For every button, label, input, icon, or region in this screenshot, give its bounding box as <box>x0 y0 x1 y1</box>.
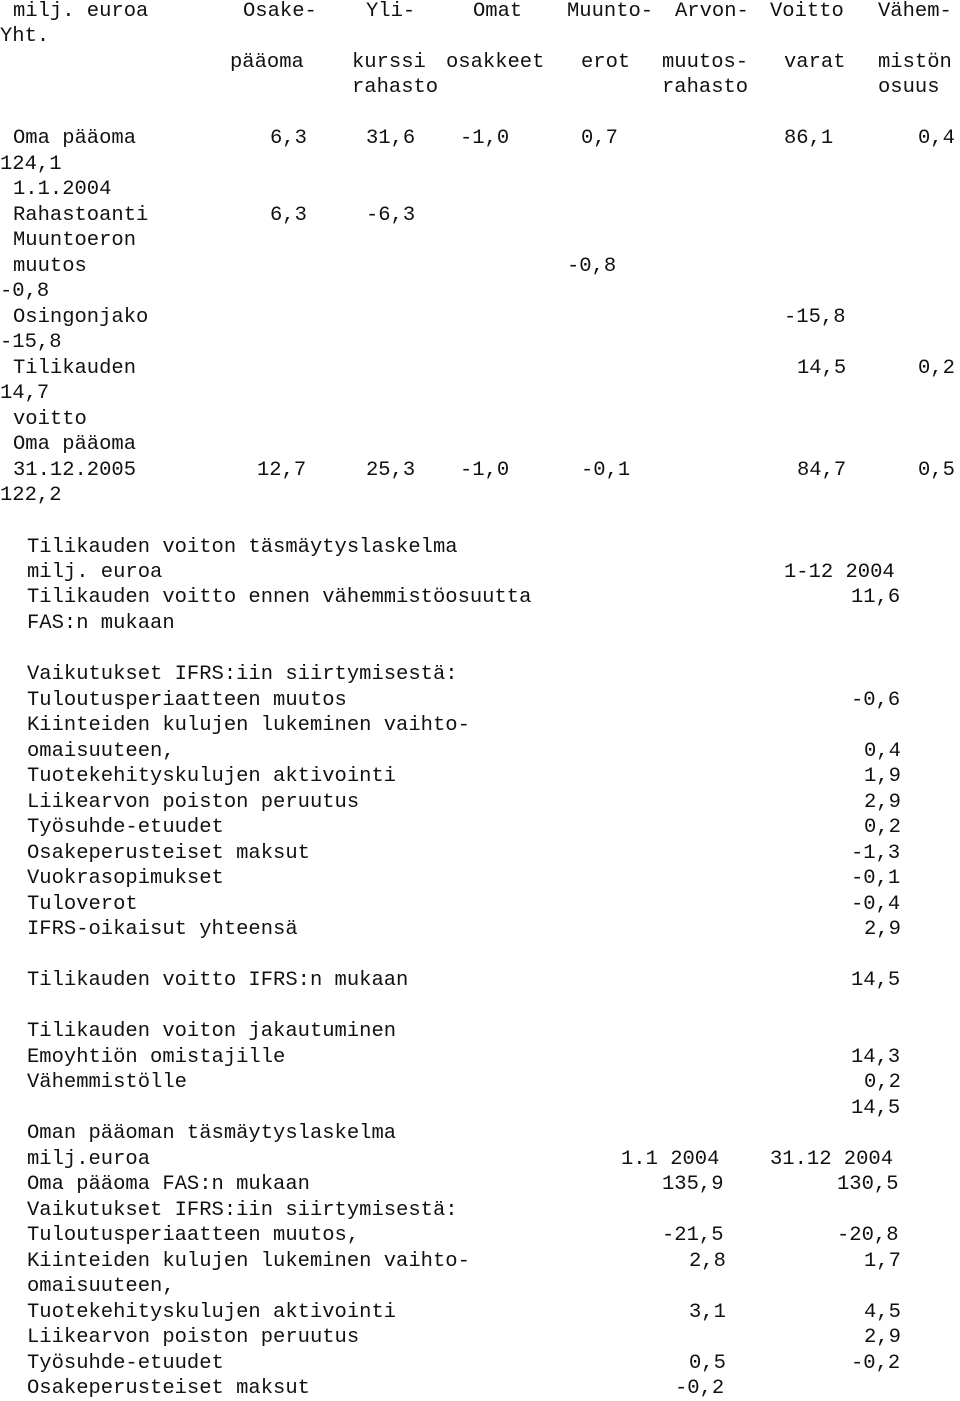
col-translation-header-1: Muunto- <box>567 0 654 23</box>
row-closing-premium: 25,3 <box>366 459 416 482</box>
profit-fas-value: 11,6 <box>851 586 901 609</box>
equity-effects-heading: Vaikutukset IFRS:iin siirtymisestä: <box>27 1199 458 1222</box>
row-closing-total: 122,2 <box>0 484 62 507</box>
row-opening-retained: 86,1 <box>784 127 834 150</box>
distribution-label: Vähemmistölle <box>27 1071 187 1094</box>
row-opening-own-shares: -1,0 <box>460 127 510 150</box>
equity-item-a: -21,5 <box>662 1224 724 1247</box>
equity-item-a: 2,8 <box>689 1250 726 1273</box>
equity-item-a: 0,5 <box>689 1352 726 1375</box>
total-column-header: Yht. <box>0 25 50 48</box>
profit-effects-heading: Vaikutukset IFRS:iin siirtymisestä: <box>27 663 458 686</box>
profit-item-label: Työsuhde-etuudet <box>27 816 224 839</box>
ifrs-profit-label: Tilikauden voitto IFRS:n mukaan <box>27 969 409 992</box>
col-minority-header-3: osuus <box>878 76 940 99</box>
equity-item-a: 3,1 <box>689 1301 726 1324</box>
row-dividend-total: -15,8 <box>0 331 62 354</box>
row-profit-label-2: voitto <box>13 408 87 431</box>
profit-item-label: Tuloverot <box>27 893 138 916</box>
col-share-capital-header-2: pääoma <box>230 51 304 74</box>
equity-item-a: -0,2 <box>675 1377 725 1400</box>
profit-item-value: 2,9 <box>864 791 901 814</box>
equity-unit-label: milj. euroa <box>13 0 149 23</box>
row-bonus-issue-label: Rahastoanti <box>13 204 149 227</box>
row-closing-own-shares: -1,0 <box>460 459 510 482</box>
row-bonus-issue-share-capital: 6,3 <box>270 204 307 227</box>
distribution-value: 14,3 <box>851 1046 901 1069</box>
equity-item-label: Osakeperusteiset maksut <box>27 1377 310 1400</box>
col-minority-header-2: mistön <box>878 51 952 74</box>
profit-fas-label-1: Tilikauden voitto ennen vähemmistöosuutta <box>27 586 532 609</box>
row-translation-translation: -0,8 <box>567 255 617 278</box>
row-closing-label-1: Oma pääoma <box>13 433 137 456</box>
row-closing-minority: 0,5 <box>918 459 955 482</box>
profit-adjustments-total-value: 2,9 <box>864 918 901 941</box>
equity-reconciliation-col-a: 1.1 2004 <box>621 1148 720 1171</box>
equity-fas-a: 135,9 <box>662 1173 724 1196</box>
profit-item-label: Tuotekehityskulujen aktivointi <box>27 765 397 788</box>
equity-item-label: Kiinteiden kulujen lukeminen vaihto- <box>27 1250 470 1273</box>
row-closing-translation: -0,1 <box>581 459 631 482</box>
equity-item-b: -20,8 <box>837 1224 899 1247</box>
row-opening-minority: 0,4 <box>918 127 955 150</box>
row-dividend-label: Osingonjako <box>13 306 149 329</box>
col-minority-header-1: Vähem- <box>878 0 952 23</box>
profit-item-label: Tuloutusperiaatteen muutos <box>27 689 347 712</box>
row-translation-total: -0,8 <box>0 280 50 303</box>
col-fair-value-header-3: rahasto <box>662 76 749 99</box>
row-profit-total: 14,7 <box>0 382 50 405</box>
col-premium-header-2: kurssi <box>352 51 426 74</box>
equity-fas-b: 130,5 <box>837 1173 899 1196</box>
profit-item-label: Liikearvon poiston peruutus <box>27 791 360 814</box>
equity-item-label: Työsuhde-etuudet <box>27 1352 224 1375</box>
row-closing-retained: 84,7 <box>797 459 847 482</box>
profit-item-label: Osakeperusteiset maksut <box>27 842 310 865</box>
profit-item-value: 0,2 <box>864 816 901 839</box>
profit-item-label: Vuokrasopimukset <box>27 867 224 890</box>
equity-item-label: Tuloutusperiaatteen muutos, <box>27 1224 360 1247</box>
col-translation-header-2: erot <box>581 51 631 74</box>
profit-item-value: -0,6 <box>851 689 901 712</box>
profit-item-value: -0,1 <box>851 867 901 890</box>
col-premium-header-3: rahasto <box>352 76 439 99</box>
row-profit-label-1: Tilikauden <box>13 357 137 380</box>
col-retained-header-2: varat <box>784 51 846 74</box>
equity-item-b: -0,2 <box>851 1352 901 1375</box>
row-profit-minority: 0,2 <box>918 357 955 380</box>
row-opening-total: 124,1 <box>0 153 62 176</box>
row-opening-translation: 0,7 <box>581 127 618 150</box>
profit-adjustments-total-label: IFRS-oikaisut yhteensä <box>27 918 298 941</box>
profit-reconciliation-period: 1-12 2004 <box>784 561 895 584</box>
distribution-heading: Tilikauden voiton jakautuminen <box>27 1020 397 1043</box>
equity-reconciliation-title: Oman pääoman täsmäytyslaskelma <box>27 1122 397 1145</box>
ifrs-profit-value: 14,5 <box>851 969 901 992</box>
equity-item-label: omaisuuteen, <box>27 1275 175 1298</box>
row-translation-label-1: Muuntoeron <box>13 229 137 252</box>
row-profit-retained: 14,5 <box>797 357 847 380</box>
profit-reconciliation-title: Tilikauden voiton täsmäytyslaskelma <box>27 536 458 559</box>
row-opening-share-capital: 6,3 <box>270 127 307 150</box>
col-own-shares-header-2: osakkeet <box>446 51 545 74</box>
equity-reconciliation-col-b: 31.12 2004 <box>770 1148 894 1171</box>
row-bonus-issue-premium: -6,3 <box>366 204 416 227</box>
profit-item-value: -0,4 <box>851 893 901 916</box>
equity-item-b: 2,9 <box>864 1326 901 1349</box>
col-retained-header-1: Voitto <box>770 0 844 23</box>
distribution-total: 14,5 <box>851 1097 901 1120</box>
row-closing-label-2: 31.12.2005 <box>13 459 137 482</box>
row-translation-label-2: muutos <box>13 255 87 278</box>
profit-item-value: -1,3 <box>851 842 901 865</box>
row-dividend-retained: -15,8 <box>784 306 846 329</box>
equity-item-b: 1,7 <box>864 1250 901 1273</box>
distribution-label: Emoyhtiön omistajille <box>27 1046 286 1069</box>
equity-item-label: Tuotekehityskulujen aktivointi <box>27 1301 397 1324</box>
row-closing-share-capital: 12,7 <box>257 459 307 482</box>
equity-item-b: 4,5 <box>864 1301 901 1324</box>
col-own-shares-header-1: Omat <box>473 0 523 23</box>
row-opening-label-2: 1.1.2004 <box>13 178 112 201</box>
equity-reconciliation-unit: milj.euroa <box>27 1148 151 1171</box>
distribution-value: 0,2 <box>864 1071 901 1094</box>
col-share-capital-header-1: Osake- <box>243 0 317 23</box>
profit-item-value: 0,4 <box>864 740 901 763</box>
row-opening-premium: 31,6 <box>366 127 416 150</box>
profit-item-value: 1,9 <box>864 765 901 788</box>
equity-item-label: Liikearvon poiston peruutus <box>27 1326 360 1349</box>
profit-reconciliation-unit: milj. euroa <box>27 561 163 584</box>
col-premium-header-1: Yli- <box>366 0 416 23</box>
profit-item-label: omaisuuteen, <box>27 740 175 763</box>
profit-item-label: Kiinteiden kulujen lukeminen vaihto- <box>27 714 470 737</box>
equity-fas-label: Oma pääoma FAS:n mukaan <box>27 1173 310 1196</box>
col-fair-value-header-2: muutos- <box>662 51 749 74</box>
col-fair-value-header-1: Arvon- <box>675 0 749 23</box>
row-opening-label-1: Oma pääoma <box>13 127 137 150</box>
profit-fas-label-2: FAS:n mukaan <box>27 612 175 635</box>
